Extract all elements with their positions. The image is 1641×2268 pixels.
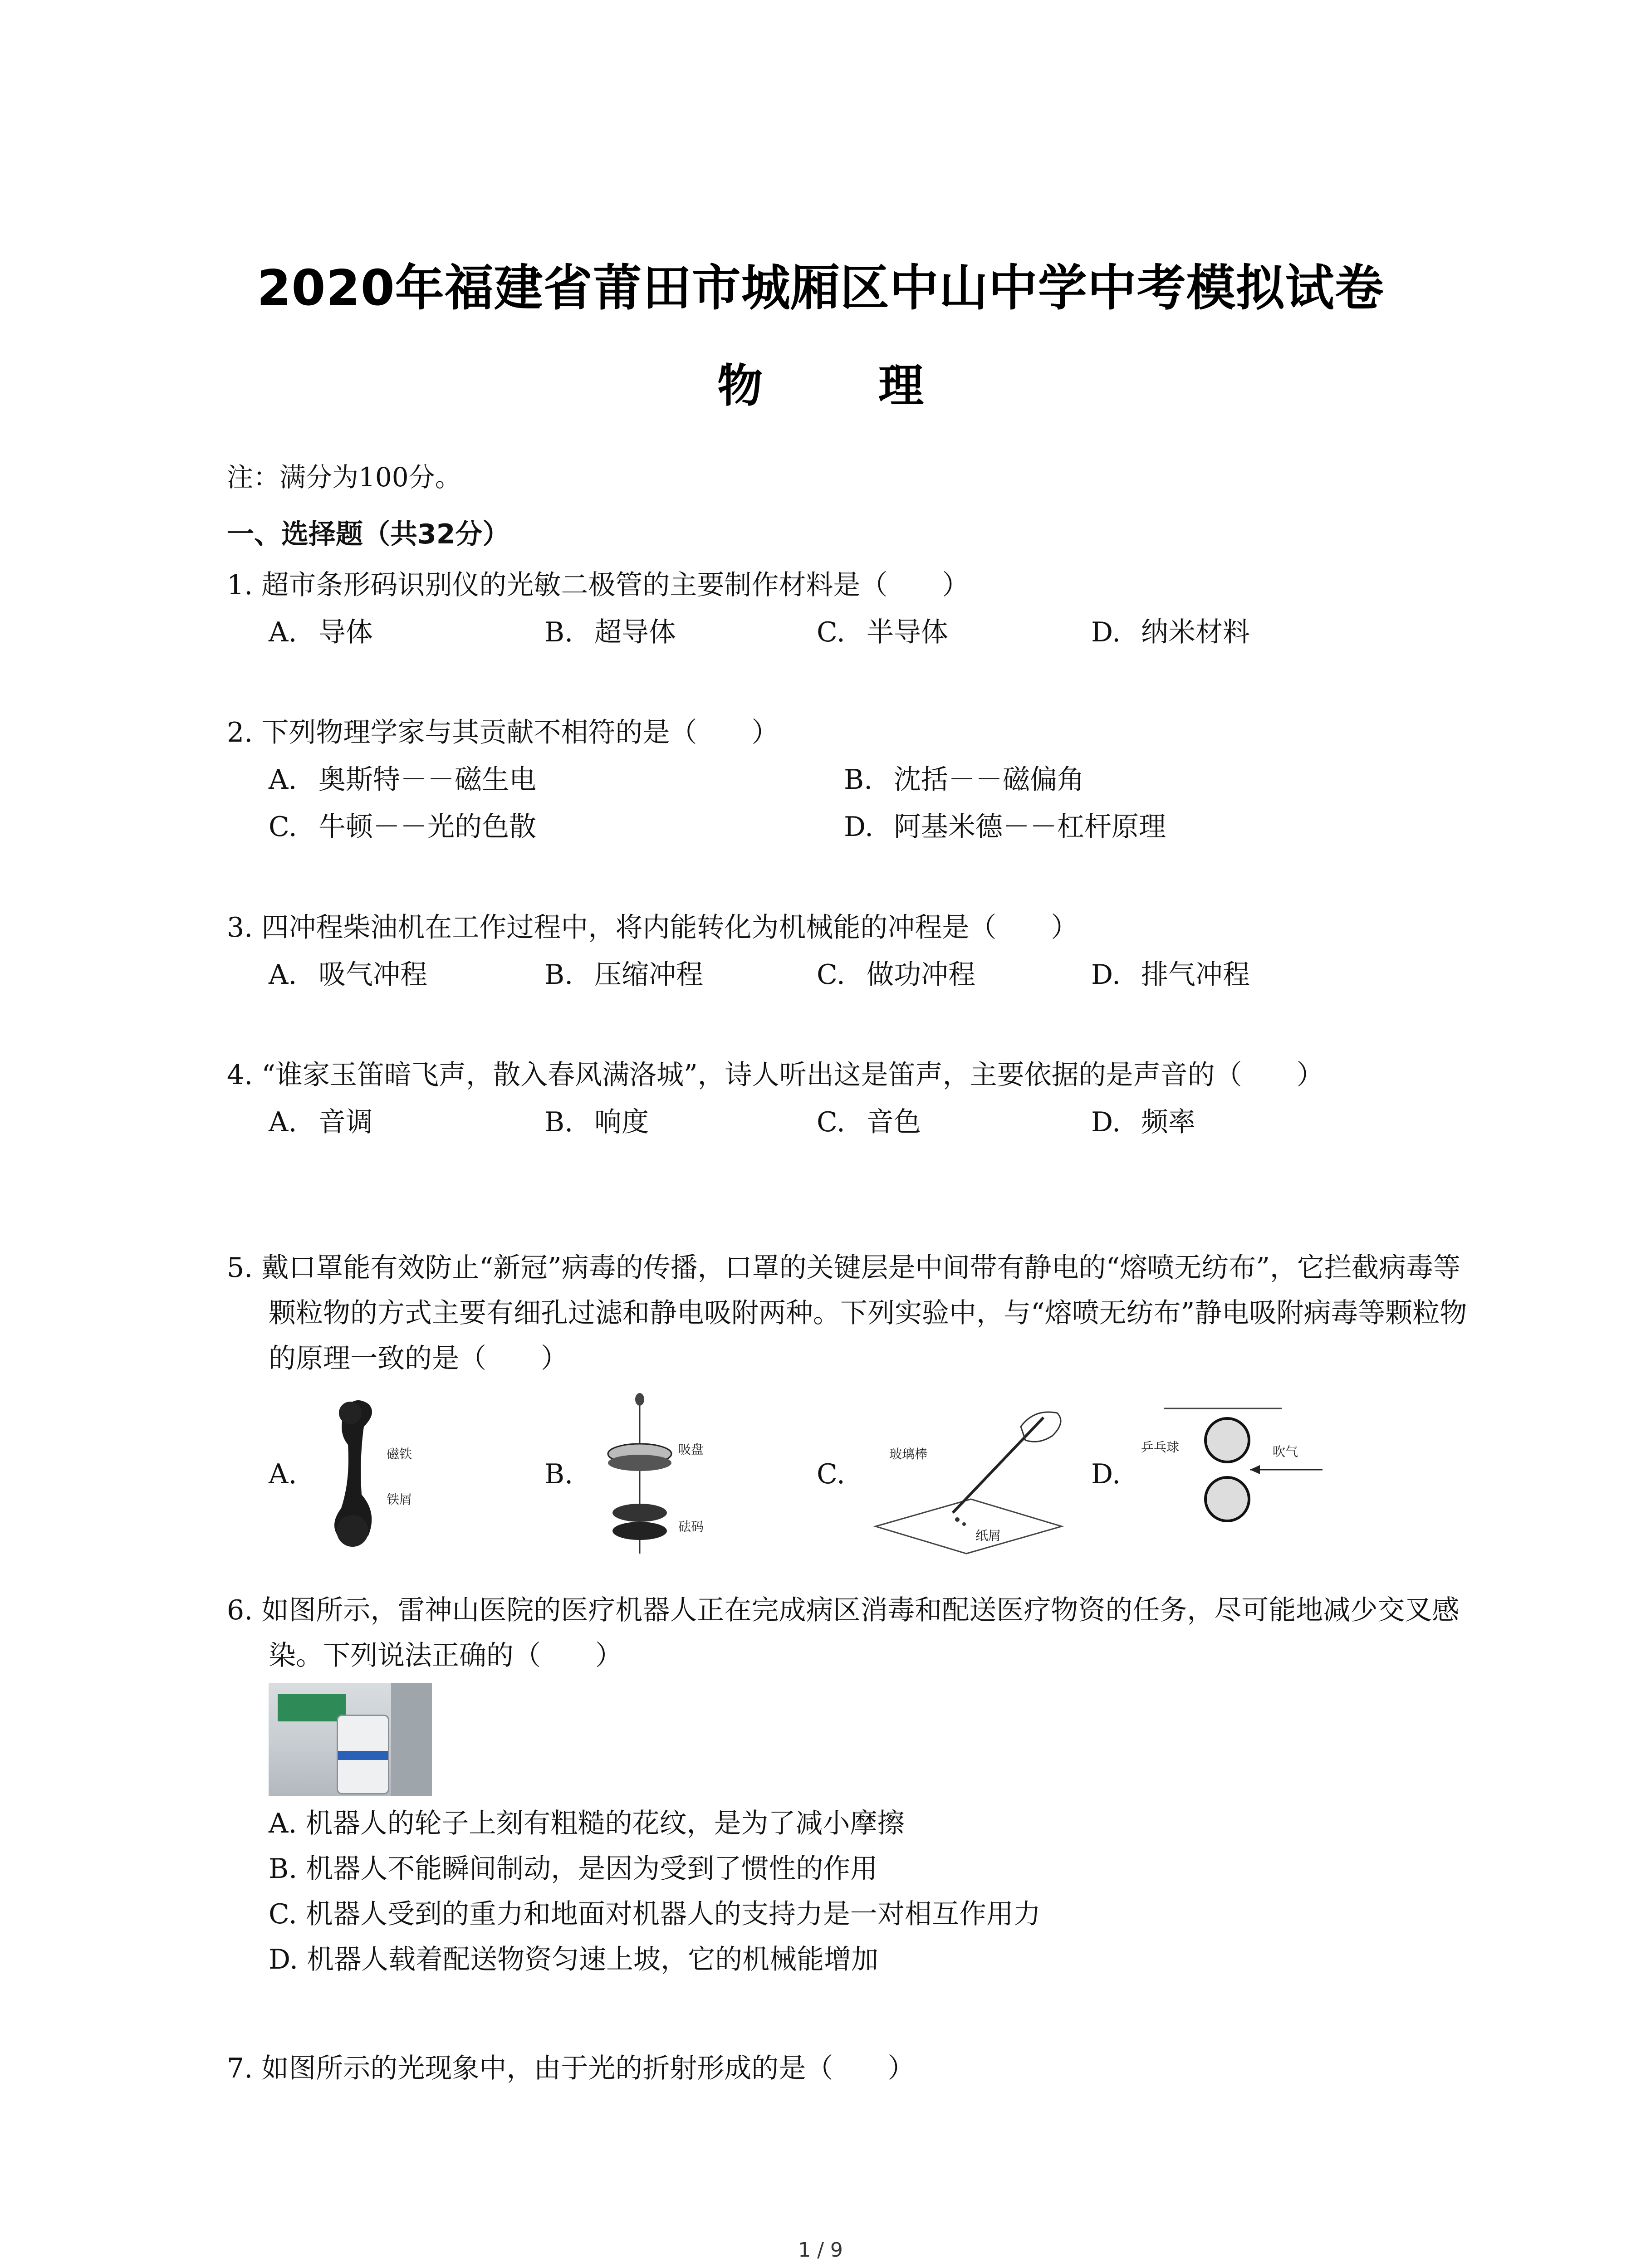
option-b-label: B. bbox=[544, 1458, 573, 1490]
score-note: 注：满分为100分。 bbox=[227, 462, 461, 493]
option-c[interactable]: C. 半导体 bbox=[817, 616, 948, 648]
section-heading: 一、选择题（共32分） bbox=[227, 518, 510, 550]
question-stem: 3. 四冲程柴油机在工作过程中，将内能转化为机械能的冲程是（ ） bbox=[227, 912, 1078, 943]
question-7 bbox=[227, 2046, 915, 2091]
option-c[interactable]: C. 牛顿－－光的色散 bbox=[269, 811, 536, 843]
subject-title: 物 理 bbox=[717, 359, 974, 412]
question-6 bbox=[227, 1588, 1475, 1982]
option-c-label: C. bbox=[817, 1458, 845, 1490]
option-c[interactable]: C. 机器人受到的重力和地面对机器人的支持力是一对相互作用力 bbox=[269, 1898, 1041, 1930]
page-number: 1 / 9 bbox=[798, 2239, 843, 2262]
ping-pong-icon bbox=[1136, 1390, 1345, 1563]
option-a[interactable]: A. 音调 bbox=[269, 1106, 373, 1138]
option-c[interactable]: C. 做功冲程 bbox=[817, 959, 975, 991]
ball-tag: 乒乓球 bbox=[1141, 1440, 1180, 1455]
glass-rod-icon bbox=[862, 1390, 1080, 1563]
magnet-tag: 磁铁 bbox=[387, 1447, 412, 1461]
option-b[interactable]: B. 机器人不能瞬间制动，是因为受到了惯性的作用 bbox=[269, 1853, 878, 1885]
suction-cup-icon bbox=[594, 1390, 758, 1563]
question-stem: 7. 如图所示的光现象中，由于光的折射形成的是（ ） bbox=[227, 2053, 915, 2084]
options-row bbox=[227, 1100, 1475, 1145]
question-stem: 6. 如图所示，雷神山医院的医疗机器人正在完成病区消毒和配送医疗物资的任务，尽可能地减少交叉感染。下列说法正确的（ ） bbox=[227, 1594, 1460, 1672]
option-c[interactable]: C. 音色 bbox=[817, 1106, 921, 1138]
option-a[interactable]: A. 导体 bbox=[269, 616, 373, 648]
option-a[interactable]: A. 机器人的轮子上刻有粗糙的花纹，是为了减小摩擦 bbox=[269, 1808, 905, 1839]
filings-tag: 铁屑 bbox=[387, 1492, 412, 1507]
question-stem: 2. 下列物理学家与其贡献不相符的是（ ） bbox=[227, 717, 779, 748]
option-b[interactable]: B. 压缩冲程 bbox=[544, 959, 703, 991]
options-row bbox=[227, 610, 1250, 655]
figure-options bbox=[227, 1390, 1475, 1563]
options-row bbox=[227, 804, 1166, 850]
option-b-figure[interactable] bbox=[544, 1390, 780, 1563]
option-b[interactable]: B. 超导体 bbox=[544, 616, 676, 648]
options-row bbox=[227, 757, 1084, 802]
option-d[interactable]: D. 机器人载着配送物资匀速上坡，它的机械能增加 bbox=[269, 1944, 879, 1975]
option-b[interactable]: B. 沈括－－磁偏角 bbox=[844, 764, 1084, 796]
magnet-filings-icon bbox=[318, 1390, 455, 1563]
question-3 bbox=[227, 905, 1250, 997]
option-a-label: A. bbox=[269, 1458, 297, 1490]
question-stem: 1. 超市条形码识别仪的光敏二极管的主要制作材料是（ ） bbox=[227, 569, 970, 601]
option-d[interactable]: D. 频率 bbox=[1091, 1106, 1195, 1138]
options-row bbox=[227, 952, 1250, 997]
blow-tag: 吹气 bbox=[1273, 1444, 1298, 1459]
exam-title: 2020年福建省莆田市城厢区中山中学中考模拟试卷 bbox=[257, 260, 1384, 317]
rod-tag: 玻璃棒 bbox=[889, 1447, 928, 1461]
suction-tag: 吸盘 bbox=[678, 1442, 704, 1457]
weight-tag: 砝码 bbox=[678, 1519, 704, 1534]
question-4 bbox=[227, 1052, 1475, 1145]
option-d-figure[interactable] bbox=[1091, 1390, 1345, 1563]
option-b[interactable]: B. 响度 bbox=[544, 1106, 649, 1138]
option-d-label: D. bbox=[1091, 1458, 1121, 1490]
question-2 bbox=[227, 710, 1166, 850]
question-5 bbox=[227, 1245, 1475, 1563]
option-a[interactable]: A. 奥斯特－－磁生电 bbox=[269, 764, 536, 796]
question-stem: 5. 戴口罩能有效防止“新冠”病毒的传播，口罩的关键层是中间带有静电的“熔喷无纺布”，它拦截病毒等颗粒物的方式主要有细孔过滤和静电吸附两种。下列实验中，与“熔喷无纺布”静电吸附病毒等颗粒物的原理一致的是（ ） bbox=[227, 1252, 1467, 1374]
question-1 bbox=[227, 562, 1250, 655]
option-a[interactable]: A. 吸气冲程 bbox=[269, 959, 427, 991]
question-stem: 4. “谁家玉笛暗飞声，散入春风满洛城”，诗人听出这是笛声，主要依据的是声音的（ ） bbox=[227, 1059, 1324, 1091]
option-a-figure[interactable] bbox=[269, 1390, 495, 1563]
option-d[interactable]: D. 排气冲程 bbox=[1091, 959, 1250, 991]
robot-photo bbox=[269, 1683, 432, 1796]
option-d[interactable]: D. 纳米材料 bbox=[1091, 616, 1250, 648]
paper-tag: 纸屑 bbox=[975, 1528, 1001, 1543]
option-c-figure[interactable] bbox=[817, 1390, 1071, 1563]
option-d[interactable]: D. 阿基米德－－杠杆原理 bbox=[844, 811, 1166, 843]
